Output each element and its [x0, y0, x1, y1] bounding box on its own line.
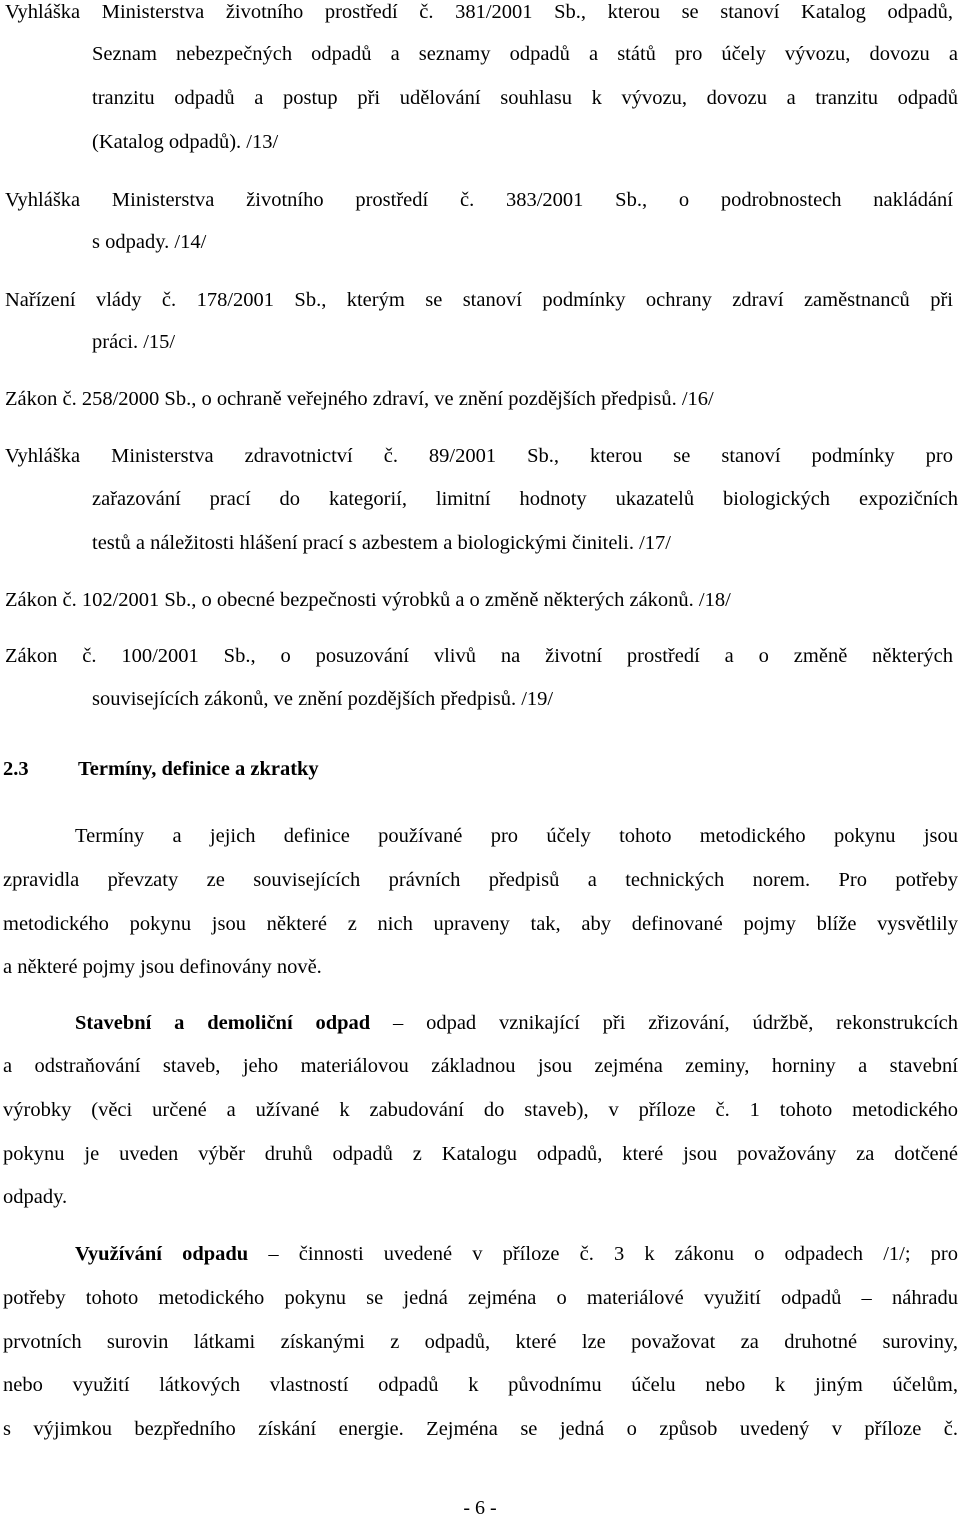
paragraph-line: potřeby tohoto metodického pokynu se jedná zejména o materiálové využití odpadů – náhradu [3, 1287, 958, 1309]
paragraph-line: a odstraňování staveb, jeho materiálovou základnou jsou zejména zeminy, horniny a stavební [3, 1055, 958, 1077]
reference-13-line-2: Seznam nebezpečných odpadů a seznamy odpadů a států pro účely vývozu, dovozu a [92, 43, 958, 65]
paragraph-line: pokynu je uveden výběr druhů odpadů z Katalogu odpadů, které jsou považovány za dotčené [3, 1143, 958, 1165]
paragraph-line: zpravidla převzaty ze souvisejících právních předpisů a technických norem. Pro potřeby [3, 869, 958, 891]
definition-start: – odpad vznikající při zřizování, údržbě, rekonstrukcích [370, 1012, 958, 1034]
section-number: 2.3 [3, 758, 29, 780]
paragraph-first-line [3, 1001, 958, 1045]
term-construction-waste: Stavební a demoliční odpad [75, 1012, 371, 1034]
reference-14-line-1: Vyhláška Ministerstva životního prostředí č. 383/2001 Sb., o podrobnostech nakládání [5, 189, 953, 211]
reference-16-line-1: Zákon č. 258/2000 Sb., o ochraně veřejného zdraví, ve znění pozdějších předpisů. /16/ [5, 388, 714, 410]
reference-15-line-2: práci. /15/ [92, 331, 176, 353]
page-number: - 6 - [463, 1497, 497, 1519]
paragraph-line: nebo využití látkových vlastností odpadů k původnímu účelu nebo k jiným účelům, [3, 1374, 958, 1396]
reference-18-line-1: Zákon č. 102/2001 Sb., o obecné bezpečnosti výrobků a o změně některých zákonů. /18/ [5, 589, 731, 611]
paragraph-line: a některé pojmy jsou definovány nově. [3, 956, 322, 978]
paragraph-line: Termíny a jejich definice používané pro účely tohoto metodického pokynu jsou [75, 825, 958, 847]
reference-17-line-2: zařazování prací do kategorií, limitní hodnoty ukazatelů biologických expozičních [92, 488, 958, 510]
reference-19-line-1: Zákon č. 100/2001 Sb., o posuzování vlivů na životní prostředí a o změně některých [5, 645, 953, 667]
paragraph-first-line [3, 1232, 958, 1276]
reference-13-line-3: tranzitu odpadů a postup při udělování souhlasu k vývozu, dovozu a tranzitu odpadů [92, 87, 958, 109]
reference-17-line-3: testů a náležitosti hlášení prací s azbestem a biologickými činiteli. /17/ [92, 532, 671, 554]
definition-start: – činnosti uvedené v příloze č. 3 k zákonu o odpadech /1/; pro [248, 1243, 958, 1265]
section-heading [3, 747, 319, 791]
paragraph-line: odpady. [3, 1186, 68, 1208]
paragraph-line: prvotních surovin látkami získanými z odpadů, které lze považovat za druhotné suroviny, [3, 1331, 958, 1353]
paragraph-line: metodického pokynu jsou některé z nich upraveny tak, aby definované pojmy blíže vysvětlily [3, 913, 958, 935]
reference-13-line-4: (Katalog odpadů). /13/ [92, 131, 279, 153]
reference-17-line-1: Vyhláška Ministerstva zdravotnictví č. 89/2001 Sb., kterou se stanoví podmínky pro [5, 445, 953, 467]
paragraph-line: výrobky (věci určené a užívané k zabudování do staveb), v příloze č. 1 tohoto metodického [3, 1099, 958, 1121]
reference-15-line-1: Nařízení vlády č. 178/2001 Sb., kterým se stanoví podmínky ochrany zdraví zaměstnanců při [5, 289, 953, 311]
paragraph-line: s výjimkou bezpředního získání energie. Zejména se jedná o způsob uvedený v příloze č. [3, 1418, 958, 1440]
reference-14-line-2: s odpady. /14/ [92, 231, 207, 253]
term-waste-use: Využívání odpadu [75, 1243, 249, 1265]
reference-19-line-2: souvisejících zákonů, ve znění pozdějších předpisů. /19/ [92, 688, 554, 710]
section-title: Termíny, definice a zkratky [78, 758, 319, 780]
reference-13-line-1: Vyhláška Ministerstva životního prostředí č. 381/2001 Sb., kterou se stanoví Katalog odpadů, [5, 1, 953, 23]
